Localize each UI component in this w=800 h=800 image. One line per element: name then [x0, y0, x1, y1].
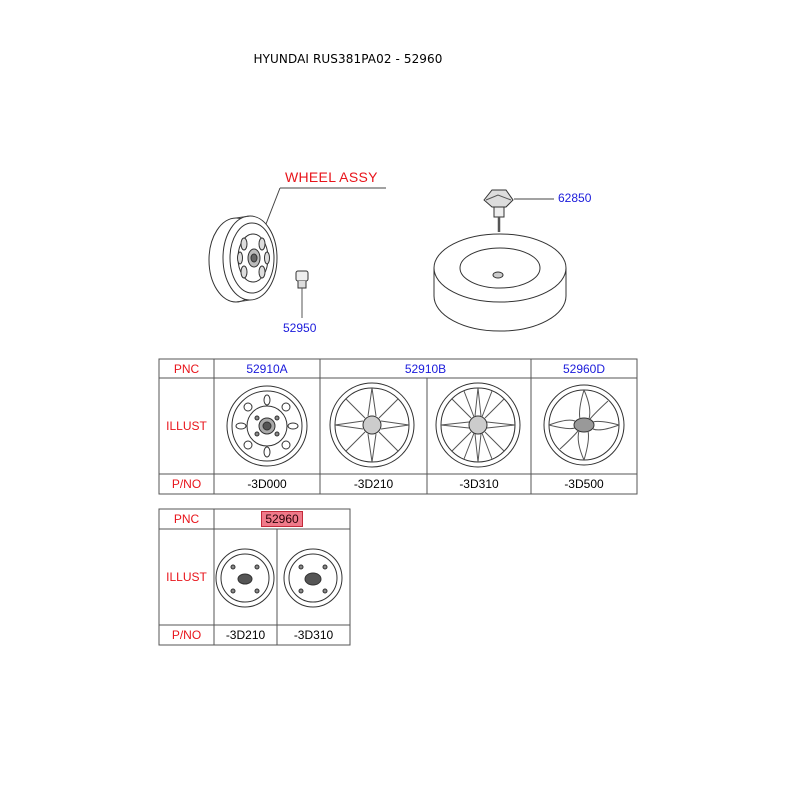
pno-3d000: -3D000	[247, 477, 287, 491]
table1-pnc-label: PNC	[173, 361, 200, 376]
lug-nut-drawing	[296, 271, 308, 318]
spare-tire-drawing	[434, 234, 566, 331]
table1-pno-label: P/NO	[171, 477, 202, 491]
table1-illust-label: ILLUST	[166, 419, 207, 433]
pnc-52960d[interactable]: 52960D	[562, 361, 606, 376]
page-title: HYUNDAI RUS381PA02 - 52960	[253, 52, 443, 66]
pnc-52910b[interactable]: 52910B	[404, 361, 447, 376]
callout-52950[interactable]: 52950	[283, 321, 317, 335]
wheel-assy-label: WHEEL ASSY	[285, 169, 378, 185]
pno-3d210: -3D210	[353, 477, 394, 491]
spare-holder-drawing	[484, 190, 554, 232]
wheel-illust-3d500	[544, 385, 624, 465]
table2-illust-label: ILLUST	[166, 570, 207, 584]
wheel-illust-3d310	[436, 383, 520, 467]
pnc-52960-highlighted[interactable]	[214, 509, 350, 529]
hubcap-illust-3d310	[284, 549, 342, 607]
wheel-illust-3d000	[227, 386, 307, 466]
table2-pnc-label: PNC	[173, 512, 200, 526]
pno-3d310: -3D310	[459, 477, 499, 491]
pno-3d210-hubcap: -3D210	[225, 628, 266, 642]
hubcap-illust-3d210	[216, 549, 274, 607]
table2-pno-label: P/NO	[171, 628, 202, 642]
wheel-illust-3d210	[330, 383, 414, 467]
pno-3d500: -3D500	[564, 477, 604, 491]
pno-3d310-hubcap: -3D310	[293, 628, 334, 642]
pnc-52960-badge[interactable]: 52960	[261, 511, 302, 527]
callout-62850[interactable]: 62850	[558, 191, 592, 205]
wheel-assy-drawing	[209, 216, 277, 302]
pnc-52910a[interactable]: 52910A	[246, 361, 288, 376]
